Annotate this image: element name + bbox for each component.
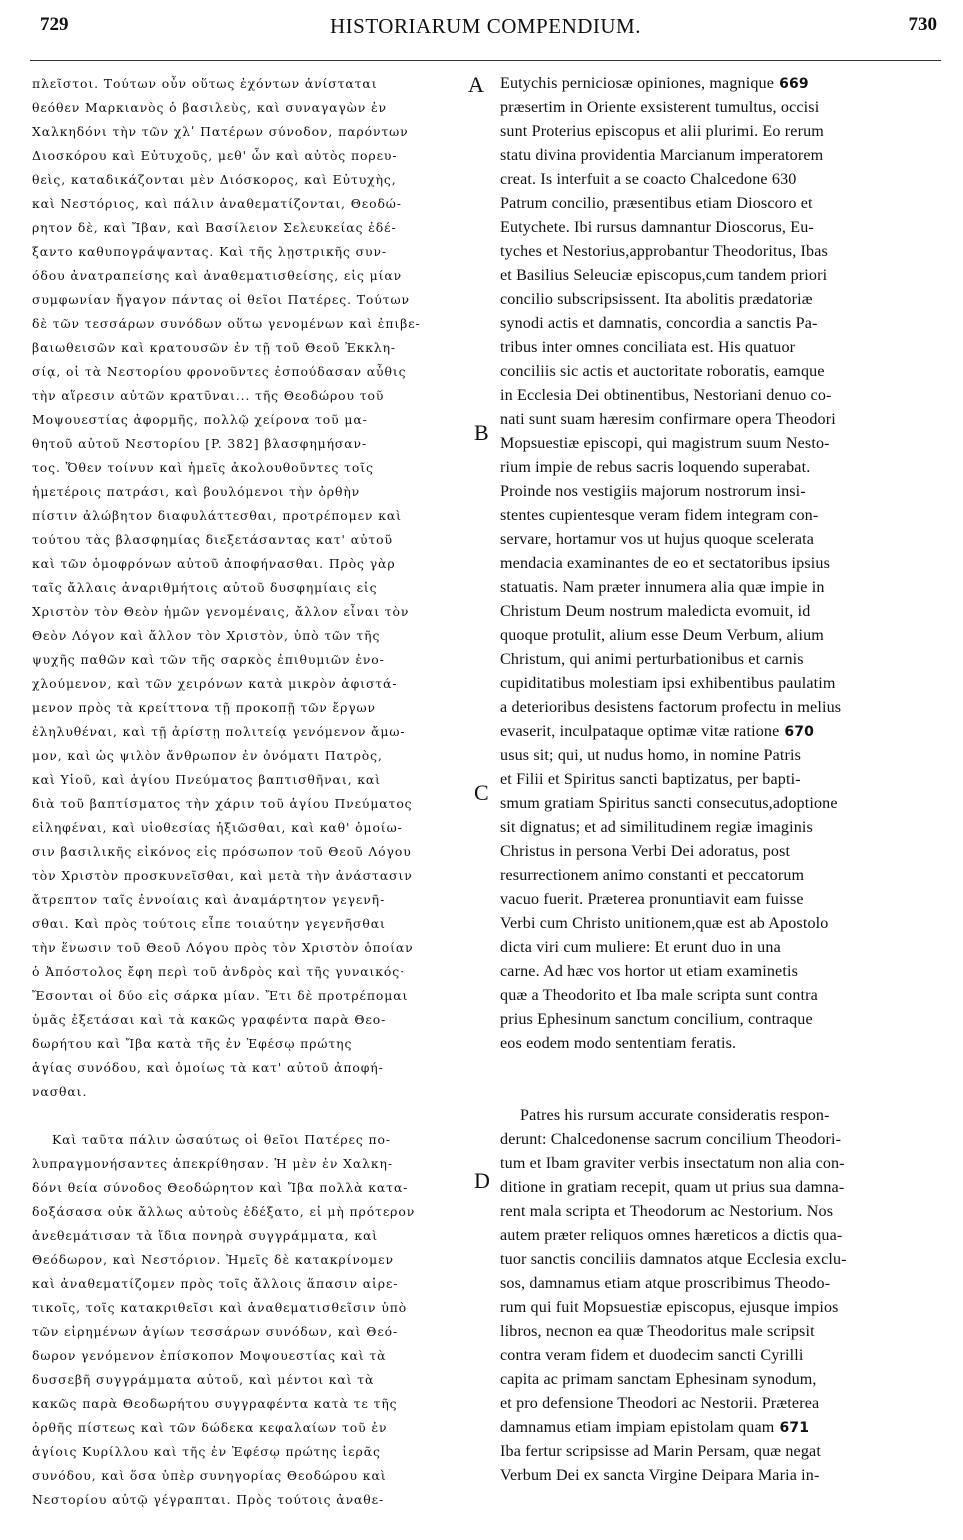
- greek-text-line: καὶ τῶν ὁμοφρόνων αὐτοῦ ἀποφήνασθαι. Πρὸς γὰρ: [32, 556, 396, 571]
- latin-text-line: sunt Proterius episcopus et alii plurimi. Eo rerum: [500, 123, 824, 140]
- greek-text-line: δυσσεβῆ συγγράμματα αὐτοῦ, καὶ μέντοι καὶ τὰ: [32, 1372, 375, 1387]
- greek-text-line: Νεστορίου αὐτῷ γέγραπται. Πρὸς τούτοις ἀναθε-: [32, 1492, 385, 1507]
- latin-text-line: statuatis. Nam præter innumera alia quæ impie in: [500, 579, 825, 596]
- greek-paragraph-2: [32, 1128, 480, 1512]
- latin-text-line: Christum, qui animi perturbationibus et carnis: [500, 651, 804, 668]
- greek-text-line: συμφωνίαν ἤγαγον πάντας οἱ θεῖοι Πατέρες. Τούτων: [32, 292, 410, 307]
- latin-text-line: cupiditatibus molestiam ipsi exhibentibus paulatim: [500, 675, 836, 692]
- latin-text-line: Patrum concilio, præsentibus etiam Dioscoro et: [500, 195, 813, 212]
- greek-text-line: μενον πρὸς τὰ κρείττονα τῇ προκοπῇ τῶν ἔργων: [32, 700, 376, 715]
- latin-text-line: Verbum Dei ex sancta Virgine Deipara Maria in-: [500, 1467, 820, 1484]
- greek-text-line: τούτου τὰς βλασφημίας διεξετάσαντας κατ' αὐτοῦ: [32, 532, 393, 547]
- greek-text-line: Καὶ ταῦτα πάλιν ὡσαύτως οἱ θεῖοι Πατέρες πο-: [52, 1132, 391, 1147]
- greek-text-line: όδου ἀνατραπείσης καὶ ἀναθεματισθείσης, εἰς μίαν: [32, 268, 403, 283]
- latin-text-line: in Ecclesia Dei obtinentibus, Nestoriani denuo co-: [500, 387, 832, 404]
- latin-text-line: Iba fertur scripsisse ad Marin Persam, quæ negat: [500, 1443, 821, 1460]
- greek-text-line: τὴν ἕνωσιν τοῦ Θεοῦ Λόγου πρὸς τὸν Χριστὸν ὁποίαν: [32, 940, 414, 955]
- latin-text-line: Mopsuestiæ episcopi, qui magistrum suum Nesto-: [500, 435, 830, 452]
- latin-text-line: derunt: Chalcedonense sacrum concilium Theodori-: [500, 1131, 842, 1148]
- header-rule: [30, 60, 941, 61]
- latin-text-line: autem præter reliquos omnes hæreticos a dictis qua-: [500, 1227, 843, 1244]
- greek-text-line: δωρήτου καὶ Ἴβα κατὰ τῆς ἐν Ἐφέσῳ πρώτης: [32, 1036, 353, 1051]
- greek-text-line: Θεὸν Λόγον καὶ ἄλλον τὸν Χριστὸν, ὑπὸ τῶν τῆς: [32, 628, 381, 643]
- greek-text-line: καὶ Νεστόριος, καὶ πάλιν ἀναθεματίζονται, Θεοδώ-: [32, 196, 402, 211]
- latin-text-line: et pro defensione Theodori ac Nestorii. Præterea: [500, 1395, 820, 1412]
- greek-text-line: ἄτρεπτον ταῖς ἐννοίαις καὶ ἀναμάρτητον γεγενῆ-: [32, 892, 386, 907]
- latin-paragraph-1: [500, 72, 925, 1056]
- latin-text-line: eos eodem modo sententiam feratis.: [500, 1035, 737, 1052]
- greek-text-line: σιν βασιλικῆς εἰκόνος εἰς πρόσωπον τοῦ Θεοῦ Λόγου: [32, 844, 412, 859]
- greek-text-line: θεόθεν Μαρκιανὸς ὁ βασιλεὺς, καὶ συναγαγὼν ἐν: [32, 100, 387, 115]
- page-header: [30, 14, 941, 44]
- greek-text-line: Θεόδωρον, καὶ Νεστόριον. Ἡμεῖς δὲ κατακρίνομεν: [32, 1252, 394, 1267]
- greek-text-line: ταῖς ἄλλαις ἀναριθμήτοις αὐτοῦ δυσφημίαις εἰς: [32, 580, 378, 595]
- latin-text-line: synodi actis et damnatis, concordia a sanctis Pa-: [500, 315, 818, 332]
- greek-text-line: πλεῖστοι. Τούτων οὖν οὕτως ἐχόντων ἀνίσταται: [32, 76, 378, 91]
- latin-text-line: Proinde nos vestigiis majorum nostrorum insi-: [500, 483, 806, 500]
- column-number: 670: [779, 724, 815, 740]
- latin-text-line: dicta viri cum muliere: Et erunt duo in una: [500, 939, 781, 956]
- latin-text-line: ditione in gratiam recepit, quam ut prius sua damna-: [500, 1179, 845, 1196]
- latin-paragraph-2: [500, 1104, 925, 1488]
- latin-text-line: et Filii et Spiritus sancti baptizatus, per bapti-: [500, 771, 801, 788]
- greek-text-line: ἀνεθεμάτισαν τὰ ἴδια πονηρὰ συγγράμματα, καὶ: [32, 1228, 379, 1243]
- latin-text-line: Patres his rursum accurate consideratis respon-: [520, 1107, 830, 1124]
- latin-text-line: a deterioribus desistens factorum profectu in melius: [500, 699, 842, 716]
- latin-text-line: sos, damnamus etiam atque proscribimus Theodo-: [500, 1275, 831, 1292]
- latin-text-line: Eutychis perniciosæ opiniones, magnique 669: [500, 75, 809, 92]
- latin-text-line: carne. Ad hæc vos hortor ut etiam examinetis: [500, 963, 798, 980]
- greek-text-line: καὶ Υἱοῦ, καὶ ἁγίου Πνεύματος βαπτισθῆναι, καὶ: [32, 772, 381, 787]
- latin-text-line: usus sit; qui, ut nudus homo, in nomine Patris: [500, 747, 802, 764]
- greek-text-line: δόνι θεία σύνοδος Θεοδώρητον καὶ Ἴβα πολλὰ κατα-: [32, 1180, 409, 1195]
- greek-text-line: κακῶς παρὰ Θεοδωρήτου συγγραφέντα κατὰ τε τῆς: [32, 1396, 398, 1411]
- latin-text-line: Verbi cum Christo unitionem,quæ est ab Apostolo: [500, 915, 829, 932]
- greek-text-line: ἁγίοις Κυρίλλου καὶ τῆς ἐν Ἐφέσῳ πρώτης ἱερᾶς: [32, 1444, 381, 1459]
- greek-text-line: θητοῦ αὐτοῦ Νεστορίου [P. 382] βλασφημήσαν-: [32, 436, 368, 451]
- paragraph-gap: [500, 1056, 925, 1080]
- latin-text-line: Christus in persona Verbi Dei adoratus, post: [500, 843, 791, 860]
- latin-text-line: rum qui fuit Mopsuestiæ episcopus, ejusque impios: [500, 1299, 839, 1316]
- greek-text-line: ψυχῆς παθῶν καὶ τῶν τῆς σαρκὸς ἐπιθυμιῶν ἐνο-: [32, 652, 385, 667]
- greek-text-line: νασθαι.: [32, 1084, 88, 1099]
- greek-paragraph-1: [32, 72, 480, 1104]
- greek-text-line: ὀρθῆς πίστεως καὶ τῶν δώδεκα κεφαλαίων τοῦ ἐν: [32, 1420, 388, 1435]
- greek-text-line: δὲ τῶν τεσσάρων συνόδων οὕτω γενομένων καὶ ἐπιβε-: [32, 316, 421, 331]
- latin-text-line: libros, necnon ea quæ Theodoritus male scripsit: [500, 1323, 815, 1340]
- latin-text-line: quæ a Theodorito et Iba male scripta sunt contra: [500, 987, 818, 1004]
- greek-text-line: ἡμετέροις πατράσι, καὶ βουλόμενοι τὴν ὀρθὴν: [32, 484, 361, 499]
- greek-text-line: εἰληφέναι, καὶ υἱοθεσίας ἠξιῶσθαι, καὶ καθ' ὁμοίω-: [32, 820, 403, 835]
- latin-text-line: tuor sanctis conciliis damnatos atque Ecclesia exclu-: [500, 1251, 847, 1268]
- latin-text-line: servare, hortamur vos ut hujus quoque scelerata: [500, 531, 815, 548]
- latin-text-line: tribus inter omnes conciliata est. His quatuor: [500, 339, 796, 356]
- greek-text-line: Διοσκόρου καὶ Εὐτυχοῦς, μεθ' ὧν καὶ αὐτὸς πορευ-: [32, 148, 398, 163]
- latin-column: [500, 72, 925, 1488]
- margin-letter-c: C: [474, 780, 489, 805]
- greek-text-line: διὰ τοῦ βαπτίσματος τὴν χάριν τοῦ ἁγίου Πνεύματος: [32, 796, 413, 811]
- column-number: 671: [774, 1420, 810, 1436]
- greek-text-line: σθαι. Καὶ πρὸς τούτοις εἶπε τοιαύτην γεγενῆσθαι: [32, 916, 386, 931]
- greek-text-line: βαιωθεισῶν καὶ κρατουσῶν ἐν τῇ τοῦ Θεοῦ Ἐκκλη-: [32, 340, 396, 355]
- greek-text-line: τικοῖς, τοῖς κατακριθεῖσι καὶ ἀναθεματισθεῖσιν ὑπὸ: [32, 1300, 408, 1315]
- greek-column: [32, 72, 480, 1512]
- greek-text-line: ὑμᾶς ἐξετάσαι καὶ τὰ κακῶς γραφέντα παρὰ Θεο-: [32, 1012, 387, 1027]
- page-number-right: 730: [908, 14, 937, 35]
- greek-text-line: ἐληλυθέναι, καὶ τῇ ἀρίστῃ πολιτείᾳ γενόμενον ἄμω-: [32, 724, 406, 739]
- greek-text-line: λυπραγμονήσαντες ἀπεκρίθησαν. Ἡ μὲν ἐν Χαλκη-: [32, 1156, 393, 1171]
- latin-text-line: creat. Is interfuit a se coacto Chalcedone 630: [500, 171, 797, 188]
- greek-text-line: Ἔσονται οἱ δύο εἰς σάρκα μίαν. Ἔτι δὲ προτρέπομαι: [32, 988, 409, 1003]
- latin-text-line: capita ac primam sanctam Ephesinam synodum,: [500, 1371, 817, 1388]
- latin-text-line: mendacia examinantes de eo et sectatoribus ipsius: [500, 555, 831, 572]
- latin-text-line: rent mala scripta et Theodorum ac Nestorium. Nos: [500, 1203, 834, 1220]
- latin-text-line: rium impie de rebus sacris loquendo superabat.: [500, 459, 811, 476]
- latin-text-line: damnamus etiam impiam epistolam quam 671: [500, 1419, 810, 1436]
- latin-text-line: concilio subscripsissent. Ita abolitis prædatoriæ: [500, 291, 813, 308]
- greek-text-line: Μοψουεστίας ἀφορμῆς, πολλῷ χείρονα τοῦ μα-: [32, 412, 368, 427]
- latin-text-line: quoque protulit, alium esse Deum Verbum, alium: [500, 627, 824, 644]
- greek-text-line: ξαντο καθυπογράψαντας. Καὶ τῆς λῃστρικῆς συν-: [32, 244, 387, 259]
- latin-text-line: prius Ephesinum sanctum concilium, contraque: [500, 1011, 813, 1028]
- latin-text-line: stentes cupientesque veram fidem integram con-: [500, 507, 819, 524]
- latin-text-line: et Basilius Seleuciæ episcopus,cum tandem priori: [500, 267, 828, 284]
- latin-text-line: smum gratiam Spiritus sancti consecutus,adoptione: [500, 795, 838, 812]
- greek-text-line: θεὶς, καταδικάζονται μὲν Διόσκορος, καὶ Εὐτυχὴς,: [32, 172, 397, 187]
- greek-text-line: συνόδου, καὶ ὅσα ὑπὲρ συνηγορίας Θεοδώρου καὶ: [32, 1468, 387, 1483]
- greek-text-line: σίᾳ, οἱ τὰ Νεστορίου φρονοῦντες ἐσπούδασαν αὖθις: [32, 364, 407, 379]
- latin-text-line: vacuo fuerit. Præterea pronuntiavit eam fuisse: [500, 891, 804, 908]
- greek-text-line: χλούμενον, καὶ τῶν χειρόνων κατὰ μικρὸν ἀφιστά-: [32, 676, 398, 691]
- latin-text-line: sit dignatus; et ad similitudinem regiæ imaginis: [500, 819, 813, 836]
- latin-text-line: statu divina providentia Marcianum imperatorem: [500, 147, 824, 164]
- latin-text-line: præsertim in Oriente exsisterent tumultus, occisi: [500, 99, 820, 116]
- greek-text-line: Χαλκηδόνι τὴν τῶν χλʹ Πατέρων σύνοδον, παρόντων: [32, 124, 409, 139]
- greek-text-line: τὴν αἵρεσιν αὐτῶν κρατῦναι... τῆς Θεοδώρου τοῦ: [32, 388, 385, 403]
- greek-text-line: Χριστὸν τὸν Θεὸν ἡμῶν γενομέναις, ἄλλον εἶναι τὸν: [32, 604, 410, 619]
- paragraph-gap: [500, 1080, 925, 1104]
- greek-text-line: τὸν Χριστὸν προσκυνεῖσθαι, καὶ μετὰ τὴν ἀνάστασιν: [32, 868, 413, 883]
- latin-text-line: contra veram fidem et duodecim sancti Cyrilli: [500, 1347, 804, 1364]
- greek-text-line: τος. Ὅθεν τοίνυν καὶ ἡμεῖς ἀκολουθοῦντες τοῖς: [32, 460, 374, 475]
- column-number: 669: [774, 76, 809, 92]
- margin-letter-a: A: [468, 72, 484, 97]
- latin-text-line: tyches et Nestorius,approbantur Theodoritus, Ibas: [500, 243, 828, 260]
- latin-text-line: conciliis sic actis et auctoritate roboratis, eamque: [500, 363, 825, 380]
- latin-text-line: evaserit, inculpataque optimæ vitæ ratione 670: [500, 723, 815, 740]
- greek-text-line: δωρον γενόμενον ἐπίσκοπον Μοψουεστίας καὶ τὰ: [32, 1348, 387, 1363]
- greek-text-line: τῶν εἰρημένων ἁγίων τεσσάρων συνόδων, καὶ Θεό-: [32, 1324, 399, 1339]
- latin-text-line: Eutychete. Ibi rursus damnantur Dioscorus, Eu-: [500, 219, 814, 236]
- page-number-left: 729: [40, 14, 69, 35]
- margin-letter-b: B: [474, 420, 489, 445]
- latin-text-line: Christum Deum nostrum maledicta evomuit, id: [500, 603, 811, 620]
- running-title: HISTORIARUM COMPENDIUM.: [330, 14, 641, 38]
- greek-text-line: καὶ ἀναθεματίζομεν πρὸς τοῖς ἄλλοις ἅπασιν αἱρε-: [32, 1276, 399, 1291]
- latin-text-line: resurrectionem animo constanti et peccatorum: [500, 867, 805, 884]
- greek-text-line: δοξάσασα οὐκ ἄλλως αὐτοὺς ἐδέξατο, εἰ μὴ πρότερον: [32, 1204, 416, 1219]
- greek-text-line: ρητον δὲ, καὶ Ἴβαν, καὶ Βασίλειον Σελευκείας ἐδέ-: [32, 220, 397, 235]
- latin-text-line: nati sunt suam hæresim confirmare opera Theodori: [500, 411, 836, 428]
- greek-text-line: πίστιν ἀλώβητον διαφυλάττεσθαι, προτρέπομεν καὶ: [32, 508, 402, 523]
- margin-letter-d: D: [474, 1168, 490, 1193]
- latin-text-line: tum et Ibam graviter verbis insectatum non alia con-: [500, 1155, 845, 1172]
- paragraph-gap: [32, 1104, 480, 1128]
- greek-text-line: μον, καὶ ὡς ψιλὸν ἄνθρωπον ἐν ὀνόματι Πατρὸς,: [32, 748, 383, 763]
- greek-text-line: ὁ Ἀπόστολος ἔφη περὶ τοῦ ἀνδρὸς καὶ τῆς γυναικός·: [32, 964, 405, 979]
- greek-text-line: ἁγίας συνόδου, καὶ ὁμοίως τὰ κατ' αὐτοῦ ἀποφή-: [32, 1060, 384, 1075]
